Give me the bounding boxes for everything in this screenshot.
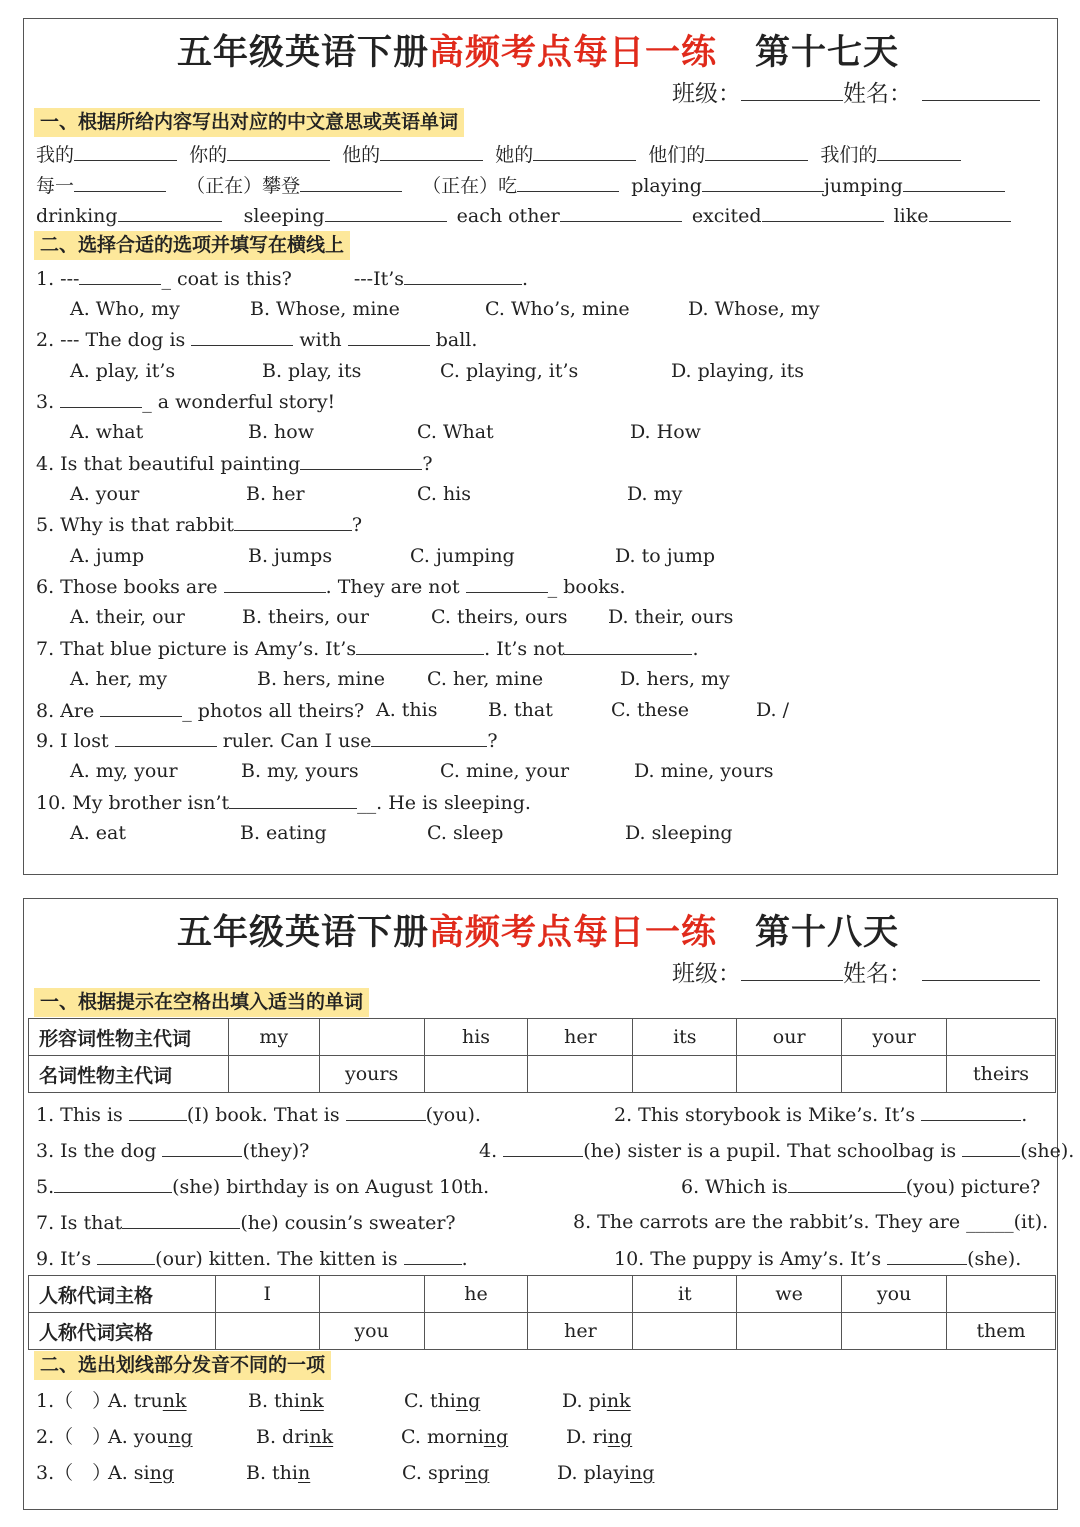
row-header: 形容词性物主代词 bbox=[29, 1019, 229, 1056]
option-b[interactable] bbox=[256, 1424, 333, 1450]
option-b[interactable]: B. jumps bbox=[248, 545, 333, 567]
option-c[interactable]: C. his bbox=[417, 483, 472, 505]
question-7 bbox=[36, 635, 699, 662]
question-text: (she). bbox=[1020, 1140, 1075, 1162]
fill-5 bbox=[36, 1173, 489, 1200]
table-cell[interactable]: you bbox=[842, 1276, 947, 1313]
underlined-part: ng bbox=[149, 1462, 175, 1484]
table-cell[interactable]: my bbox=[228, 1019, 319, 1056]
vocab-row bbox=[36, 172, 1005, 199]
table-cell[interactable] bbox=[424, 1056, 528, 1093]
question-number[interactable]: 2.（ ） bbox=[36, 1426, 112, 1448]
question-text: 2. This storybook is Mike’s. It’s bbox=[614, 1104, 916, 1126]
underlined-part: ng bbox=[630, 1462, 655, 1484]
question-text: 8. The carrots are the rabbit’s. They are _____(it). bbox=[573, 1211, 1049, 1233]
option-text: C. thi bbox=[404, 1390, 456, 1412]
option-b[interactable]: B. eating bbox=[240, 822, 327, 844]
class-label: 班级： bbox=[672, 961, 741, 987]
answer-blank[interactable] bbox=[788, 1173, 906, 1193]
table-cell[interactable] bbox=[228, 1056, 319, 1093]
answer-blank[interactable] bbox=[129, 1101, 187, 1121]
option-c[interactable] bbox=[404, 1388, 480, 1414]
question-text: (you) picture? bbox=[905, 1176, 1041, 1198]
name-blank[interactable] bbox=[922, 961, 1040, 981]
answer-blank[interactable] bbox=[380, 141, 483, 161]
question-5 bbox=[36, 511, 362, 538]
question-6 bbox=[36, 573, 626, 600]
question-text: _ books. bbox=[547, 576, 626, 598]
answer-blank[interactable] bbox=[54, 1173, 172, 1193]
table-cell[interactable] bbox=[528, 1056, 633, 1093]
option-d[interactable]: D. their, ours bbox=[608, 606, 734, 628]
option-c[interactable]: C. theirs, ours bbox=[431, 606, 568, 628]
table-cell[interactable] bbox=[842, 1056, 947, 1093]
option-b[interactable]: B. theirs, our bbox=[242, 606, 369, 628]
answer-blank[interactable] bbox=[60, 388, 142, 408]
option-d[interactable]: D. sleeping bbox=[625, 822, 733, 844]
answer-blank[interactable] bbox=[921, 1101, 1021, 1121]
table-cell[interactable] bbox=[633, 1056, 737, 1093]
class-name-line bbox=[672, 75, 1040, 108]
question-text: ? bbox=[351, 514, 363, 536]
option-a[interactable] bbox=[108, 1388, 187, 1414]
answer-blank[interactable] bbox=[348, 326, 430, 346]
option-text: A. tru bbox=[108, 1390, 163, 1412]
question-text: _ coat is this? bbox=[161, 268, 292, 290]
section-heading: 一、根据提示在空格出填入适当的单词 bbox=[34, 988, 369, 1017]
question-text: (I) book. That is bbox=[186, 1104, 340, 1126]
question-text: 5. Why is that rabbit bbox=[36, 514, 234, 536]
underlined-part: ng bbox=[168, 1426, 193, 1448]
question-text: ruler. Can I use bbox=[222, 730, 372, 752]
table-cell[interactable]: you bbox=[319, 1313, 424, 1350]
answer-blank[interactable] bbox=[227, 141, 330, 161]
option-a[interactable]: A. jump bbox=[70, 545, 145, 567]
question-text: ? bbox=[422, 453, 433, 475]
answer-blank[interactable] bbox=[118, 202, 222, 222]
section-heading: 一、根据所给内容写出对应的中文意思或英语单词 bbox=[34, 108, 464, 137]
question-text: (she) birthday is on August 10th. bbox=[172, 1176, 490, 1198]
fill-7 bbox=[36, 1209, 456, 1236]
question-text: 9. It’s bbox=[36, 1248, 92, 1270]
answer-blank[interactable] bbox=[371, 727, 487, 747]
question-text: _ a wonderful story! bbox=[142, 391, 336, 413]
option-b[interactable] bbox=[248, 1388, 324, 1414]
title-part: 五年级英语下册 bbox=[177, 912, 430, 953]
fill-10 bbox=[614, 1245, 1021, 1272]
underlined-part: ng bbox=[455, 1390, 481, 1412]
question-text: 5. bbox=[36, 1176, 55, 1198]
option-d[interactable]: D. Whose, my bbox=[688, 298, 820, 320]
option-a[interactable] bbox=[108, 1460, 174, 1486]
vocab-prompt: 我的 bbox=[36, 144, 75, 166]
option-b[interactable] bbox=[246, 1460, 310, 1486]
table-cell[interactable] bbox=[319, 1276, 424, 1313]
question-text: . It’s not bbox=[484, 638, 565, 660]
option-c[interactable]: C. What bbox=[417, 421, 494, 443]
question-text: 7. Is that bbox=[36, 1212, 123, 1234]
underlined-part: ng bbox=[465, 1462, 490, 1484]
question-1 bbox=[36, 265, 528, 292]
option-d[interactable]: D. my bbox=[627, 483, 683, 505]
option-c[interactable]: C. Who’s, mine bbox=[485, 298, 630, 320]
answer-blank[interactable] bbox=[162, 1137, 242, 1157]
vocab-prompt: （正在）吃 bbox=[422, 175, 518, 197]
question-text: 1. This is bbox=[36, 1104, 123, 1126]
answer-blank[interactable] bbox=[702, 172, 824, 192]
answer-blank[interactable] bbox=[234, 511, 352, 531]
answer-blank[interactable] bbox=[877, 141, 961, 161]
underlined-part: ng bbox=[483, 1426, 509, 1448]
option-a[interactable]: A. her, my bbox=[70, 668, 168, 690]
answer-blank[interactable] bbox=[466, 573, 548, 593]
question-text: . bbox=[522, 268, 529, 290]
option-d[interactable]: D. to jump bbox=[615, 545, 716, 567]
title-highlight: 高频考点每日一练 bbox=[429, 912, 718, 953]
table-cell[interactable]: your bbox=[842, 1019, 947, 1056]
worksheet-day18 bbox=[23, 898, 1075, 1510]
option-a[interactable]: A. play, it’s bbox=[70, 360, 176, 382]
question-text: 4. bbox=[479, 1140, 498, 1162]
question-text: 8. Are bbox=[36, 700, 95, 722]
table-cell[interactable]: yours bbox=[319, 1056, 424, 1093]
vocab-prompt: 我们的 bbox=[820, 144, 878, 166]
option-d[interactable] bbox=[557, 1460, 654, 1486]
option-a[interactable]: A. my, your bbox=[70, 760, 178, 782]
worksheet-day17 bbox=[23, 18, 1058, 875]
table-cell[interactable] bbox=[947, 1276, 1056, 1313]
question-text: ---It’s bbox=[353, 268, 405, 290]
underlined-part: nk bbox=[300, 1390, 324, 1412]
question-2 bbox=[36, 326, 477, 353]
table-cell[interactable]: we bbox=[737, 1276, 842, 1313]
question-text: (our) kitten. The kitten is bbox=[155, 1248, 398, 1270]
row-header: 名词性物主代词 bbox=[29, 1056, 229, 1093]
question-text: (he) sister is a pupil. That schoolbag is bbox=[583, 1140, 957, 1162]
fill-6 bbox=[681, 1173, 1040, 1200]
vocab-prompt: excited bbox=[691, 205, 762, 227]
class-blank[interactable] bbox=[741, 81, 843, 101]
answer-blank[interactable] bbox=[300, 450, 422, 470]
option-a[interactable]: A. what bbox=[70, 421, 144, 443]
option-b[interactable]: B. my, yours bbox=[241, 760, 359, 782]
question-text: 10. The puppy is Amy’s. It’s bbox=[614, 1248, 882, 1270]
option-text: A. you bbox=[108, 1426, 169, 1448]
option-text: C. morni bbox=[401, 1426, 484, 1448]
question-text: with bbox=[299, 329, 342, 351]
fill-4 bbox=[479, 1137, 1074, 1164]
answer-blank[interactable] bbox=[929, 202, 1011, 222]
answer-blank[interactable] bbox=[74, 141, 177, 161]
table-cell[interactable]: them bbox=[947, 1313, 1056, 1350]
option-c[interactable]: C. sleep bbox=[427, 822, 504, 844]
answer-blank[interactable] bbox=[533, 141, 636, 161]
option-d[interactable]: D. playing, its bbox=[671, 360, 804, 382]
question-text: (they)? bbox=[242, 1140, 310, 1162]
option-b[interactable]: B. play, its bbox=[262, 360, 362, 382]
option-text: C. spri bbox=[402, 1462, 466, 1484]
option-d[interactable]: D. How bbox=[630, 421, 701, 443]
answer-blank[interactable] bbox=[962, 1137, 1020, 1157]
question-text: 4. Is that beautiful painting bbox=[36, 453, 301, 475]
option-text: B. thi bbox=[248, 1390, 300, 1412]
question-number[interactable]: 3.（ ） bbox=[36, 1462, 112, 1484]
question-text: . bbox=[461, 1248, 468, 1270]
name-label: 姓名： bbox=[843, 81, 912, 107]
fill-1 bbox=[36, 1101, 481, 1128]
option-c[interactable]: C. these bbox=[611, 699, 690, 721]
table-cell[interactable]: its bbox=[633, 1019, 737, 1056]
table-row bbox=[29, 1056, 1056, 1093]
option-a[interactable]: A. your bbox=[70, 483, 140, 505]
table-cell[interactable]: it bbox=[633, 1276, 737, 1313]
table-cell[interactable] bbox=[633, 1313, 737, 1350]
answer-blank[interactable] bbox=[115, 727, 217, 747]
option-c[interactable]: C. mine, your bbox=[440, 760, 570, 782]
answer-blank[interactable] bbox=[346, 1101, 426, 1121]
answer-blank[interactable] bbox=[887, 1245, 967, 1265]
answer-blank[interactable] bbox=[300, 172, 402, 192]
option-c[interactable]: C. playing, it’s bbox=[440, 360, 579, 382]
answer-blank[interactable] bbox=[705, 141, 808, 161]
answer-blank[interactable] bbox=[903, 172, 1005, 192]
underlined-part: nk bbox=[606, 1390, 631, 1412]
table-cell[interactable] bbox=[842, 1313, 947, 1350]
question-text: 7. That blue picture is Amy’s. It’s bbox=[36, 638, 357, 660]
title-day: 第十七天 bbox=[755, 32, 900, 73]
option-text: B. thi bbox=[246, 1462, 298, 1484]
table-cell[interactable] bbox=[215, 1313, 319, 1350]
answer-blank[interactable] bbox=[404, 265, 522, 285]
table-cell[interactable]: her bbox=[528, 1313, 633, 1350]
vocab-prompt: 每一 bbox=[36, 175, 75, 197]
option-d[interactable]: D. / bbox=[756, 699, 790, 721]
table-cell[interactable]: our bbox=[737, 1019, 842, 1056]
vocab-prompt: （正在）攀登 bbox=[186, 175, 301, 197]
answer-blank[interactable] bbox=[224, 573, 326, 593]
vocab-prompt: 他的 bbox=[342, 144, 381, 166]
underlined-part: ng bbox=[607, 1426, 633, 1448]
question-number[interactable]: 1.（ ） bbox=[36, 1390, 112, 1412]
answer-blank[interactable] bbox=[97, 1245, 155, 1265]
option-b[interactable]: B. hers, mine bbox=[257, 668, 386, 690]
question-text: ball. bbox=[435, 329, 478, 351]
table-cell[interactable]: her bbox=[528, 1019, 633, 1056]
table-cell[interactable]: his bbox=[424, 1019, 528, 1056]
question-text: 2. --- The dog is bbox=[36, 329, 186, 351]
vocab-prompt: playing bbox=[631, 175, 702, 197]
vocab-prompt: 她的 bbox=[495, 144, 534, 166]
question-3 bbox=[36, 388, 335, 415]
answer-blank[interactable] bbox=[100, 697, 182, 717]
table-cell[interactable]: theirs bbox=[947, 1056, 1056, 1093]
table-cell[interactable] bbox=[528, 1276, 633, 1313]
table-cell[interactable]: he bbox=[424, 1276, 528, 1313]
vocab-prompt: sleeping bbox=[243, 205, 325, 227]
answer-blank[interactable] bbox=[74, 172, 166, 192]
answer-blank[interactable] bbox=[517, 172, 619, 192]
row-header: 人称代词宾格 bbox=[29, 1313, 216, 1350]
option-b[interactable]: B. how bbox=[248, 421, 314, 443]
class-name-line bbox=[672, 955, 1040, 988]
option-a[interactable] bbox=[108, 1424, 193, 1450]
underlined-part: nk bbox=[309, 1426, 334, 1448]
question-text: . bbox=[1021, 1104, 1028, 1126]
option-text: B. dri bbox=[256, 1426, 310, 1448]
option-text: D. playi bbox=[557, 1462, 631, 1484]
option-d[interactable]: D. hers, my bbox=[620, 668, 730, 690]
class-blank[interactable] bbox=[741, 961, 843, 981]
question-text: 1. --- bbox=[36, 268, 80, 290]
table-row bbox=[29, 1019, 1056, 1056]
answer-blank[interactable] bbox=[762, 202, 884, 222]
question-text: 6. Those books are bbox=[36, 576, 218, 598]
table-row bbox=[29, 1276, 1056, 1313]
fill-8 bbox=[573, 1209, 1048, 1235]
vocab-row bbox=[36, 202, 1011, 229]
page-title bbox=[177, 25, 899, 75]
option-d[interactable]: D. mine, yours bbox=[634, 760, 774, 782]
vocab-prompt: drinking bbox=[36, 205, 118, 227]
option-text: D. ri bbox=[566, 1426, 608, 1448]
vocab-row bbox=[36, 141, 961, 168]
fill-9 bbox=[36, 1245, 468, 1272]
fill-2 bbox=[614, 1101, 1027, 1128]
vocab-prompt: each other bbox=[456, 205, 560, 227]
question-text: 3. bbox=[36, 391, 55, 413]
option-c[interactable]: C. her, mine bbox=[427, 668, 544, 690]
answer-blank[interactable] bbox=[560, 202, 682, 222]
title-highlight: 高频考点每日一练 bbox=[429, 32, 718, 73]
answer-blank[interactable] bbox=[325, 202, 447, 222]
page-title bbox=[177, 905, 899, 955]
question-10 bbox=[36, 789, 531, 816]
question-text: 10. My brother isn’t bbox=[36, 792, 230, 814]
table-row bbox=[29, 1313, 1056, 1350]
table-cell[interactable] bbox=[319, 1019, 424, 1056]
option-b[interactable]: B. that bbox=[488, 699, 553, 721]
option-d[interactable] bbox=[562, 1388, 631, 1414]
vocab-prompt: jumping bbox=[823, 175, 903, 197]
question-text: 9. I lost bbox=[36, 730, 109, 752]
question-text: . They are not bbox=[325, 576, 460, 598]
option-a[interactable]: A. this bbox=[376, 699, 438, 721]
question-text: (you). bbox=[425, 1104, 481, 1126]
option-b[interactable]: B. Whose, mine bbox=[250, 298, 400, 320]
answer-blank[interactable] bbox=[229, 789, 357, 809]
vocab-prompt: like bbox=[893, 205, 929, 227]
option-text: D. pi bbox=[562, 1390, 607, 1412]
option-c[interactable] bbox=[402, 1460, 489, 1486]
option-a[interactable]: A. Who, my bbox=[70, 298, 180, 320]
option-a[interactable]: A. eat bbox=[70, 822, 127, 844]
option-c[interactable]: C. jumping bbox=[410, 545, 515, 567]
title-part: 五年级英语下册 bbox=[177, 32, 430, 73]
question-text: (he) cousin’s sweater? bbox=[240, 1212, 456, 1234]
underlined-part: n bbox=[298, 1462, 311, 1484]
name-label: 姓名： bbox=[843, 961, 912, 987]
question-text: ? bbox=[487, 730, 498, 752]
question-text: __. He is sleeping. bbox=[357, 792, 531, 814]
vocab-prompt: 他们的 bbox=[648, 144, 706, 166]
table-cell[interactable]: I bbox=[215, 1276, 319, 1313]
question-9 bbox=[36, 727, 498, 754]
section-heading: 二、选出划线部分发音不同的一项 bbox=[34, 1351, 331, 1380]
name-blank[interactable] bbox=[922, 81, 1040, 101]
option-c[interactable] bbox=[401, 1424, 508, 1450]
title-day: 第十八天 bbox=[755, 912, 900, 953]
class-label: 班级： bbox=[672, 81, 741, 107]
underlined-part: nk bbox=[162, 1390, 187, 1412]
possessive-pronoun-table bbox=[28, 1018, 1056, 1093]
question-4 bbox=[36, 450, 433, 477]
option-a[interactable]: A. their, our bbox=[70, 606, 185, 628]
table-cell[interactable] bbox=[947, 1019, 1056, 1056]
table-cell[interactable] bbox=[737, 1056, 842, 1093]
question-text: 6. Which is bbox=[681, 1176, 788, 1198]
question-text: 3. Is the dog bbox=[36, 1140, 157, 1162]
question-text: . bbox=[692, 638, 699, 660]
personal-pronoun-table bbox=[28, 1275, 1056, 1350]
row-header: 人称代词主格 bbox=[29, 1276, 216, 1313]
answer-blank[interactable] bbox=[503, 1137, 583, 1157]
vocab-prompt: 你的 bbox=[189, 144, 228, 166]
table-cell[interactable] bbox=[424, 1313, 528, 1350]
option-text: A. si bbox=[108, 1462, 150, 1484]
section-heading: 二、选择合适的选项并填写在横线上 bbox=[34, 231, 350, 260]
question-text: _ photos all theirs? bbox=[182, 700, 365, 722]
question-text: (she). bbox=[967, 1248, 1022, 1270]
answer-blank[interactable] bbox=[356, 635, 484, 655]
option-b[interactable]: B. her bbox=[246, 483, 305, 505]
fill-3 bbox=[36, 1137, 309, 1164]
answer-blank[interactable] bbox=[191, 326, 293, 346]
option-d[interactable] bbox=[566, 1424, 632, 1450]
answer-blank[interactable] bbox=[79, 265, 161, 285]
question-8 bbox=[36, 697, 364, 724]
answer-blank[interactable] bbox=[122, 1209, 240, 1229]
answer-blank[interactable] bbox=[404, 1245, 462, 1265]
answer-blank[interactable] bbox=[564, 635, 692, 655]
table-cell[interactable] bbox=[737, 1313, 842, 1350]
